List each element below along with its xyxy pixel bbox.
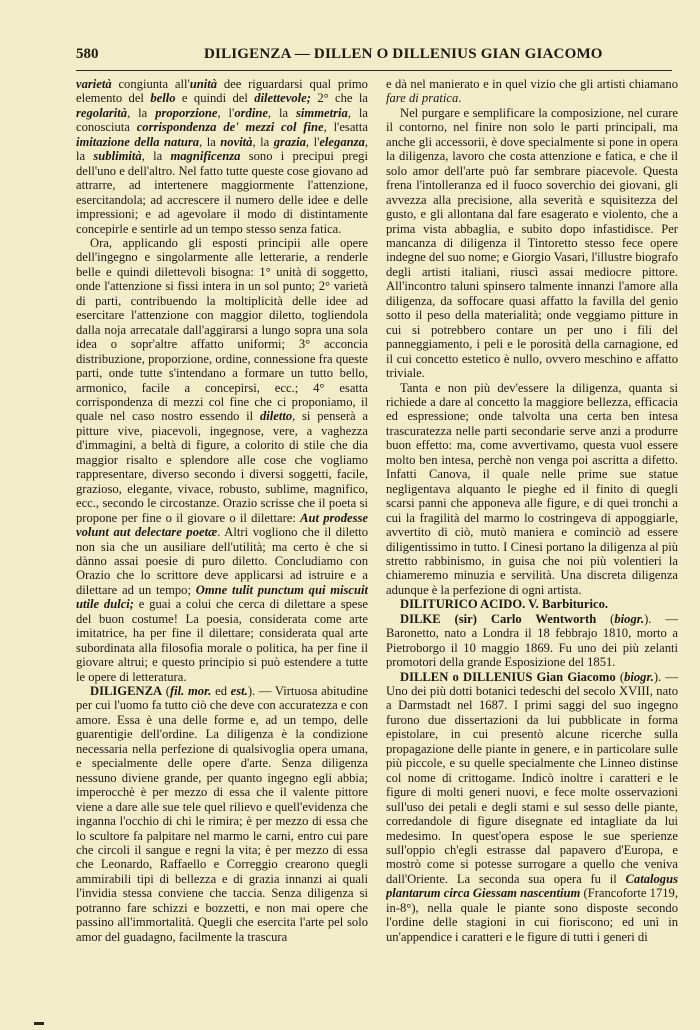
running-title: DILIGENZA — DILLEN O DILLENIUS GIAN GIACOMO — [204, 46, 603, 62]
text-run: Tanta e non più dev'essere la diligenza, quanta si richiede a dare al concetto la maggiore bellezza, efficacia ed espressione; onde talvolta una certa ben intesa trascuratezza nelle parti secondarie serve anzi a produrre buon effetto: ma, come avvertivamo, questa vuol essere molto ben intesa, perchè non venga poi ascritta a difetto. Infatti Canova, il quale nelle prime sue statue negligentava alquanto le pieghe ed il finito di quegli scarsi panni che apponeva alle figure, e di quei tronchi a cui la fragilità del marmo lo costringeva di appoggiarle, avvertito di ciò, mutò maniera e cominciò ad essere diligentissimo in tutto. I Cinesi portano la diligenza al più stretto rabbinismo, in guisa che noi più volentieri la chiameremo minuzia e servilità. Una discreta diligenza adunque è la perfezione di ogni artista. — [386, 380, 678, 597]
text-run: , la — [141, 149, 171, 164]
emphasis-text: imitazione della natura — [76, 134, 200, 149]
emphasis-text: fare di pratica — [386, 91, 459, 106]
text-run: , la — [267, 105, 297, 120]
text-run: ( — [162, 684, 170, 699]
emphasis-text: simmetria — [296, 105, 348, 120]
text-run: ( — [596, 611, 615, 626]
text-run: ). — Virtuosa abitudine per cui l'uomo fa tutto ciò che deve con accuratezza e con amore. Essa è una delle forme e, ad un tempo, delle guarentigie dell'ordine. La diligenza è la condizione necessaria nella perfezione di qualsivoglia opera umana, e specialmente delle opere d'arte. Senza diligenza nessuno diviene grande, per quanto ingegno egli abbia; imperocchè è per mezzo di essa che il valente pittore viene a dare alle sue tele quel rilievo e quell'evidenza che inganna l'occhio di chi le rimira; è per mezzo di essa che lo scultore fa palpitare nel marmo le carni, entro cui pare che circoli il sangue e regni la vita; è per mezzo di essa che Leonardo, Raffaello e Correggio crearono quegli ammirabili tipi di bellezza e di grazia innanzi ai quali l'invidia stessa conviene che taccia. Senza diligenza si potranno fare schizzi e bozzetti, e non mai opere che passino all'immortalità. Quegli che esercita l'arte pel solo amor del guadagno, facilmente la trascura — [76, 684, 368, 944]
emphasis-text: bello — [150, 91, 176, 106]
text-run: , si penserà a pitture vive, piacevoli, ingegnose, vere, a vaghezza d'immagini, a beltà di figure, a colorito di stile che dia maggior risalto e splendore alle cose che vogliamo rappresentare, diverso secondo i diversi soggetti, facile, grazioso, elegante, vivace, robusto, sublime, magnifico, ecc., secondo le circostanze. Orazio scrisse che il poeta si propone per fine o il giovare o il dilettare: — [76, 409, 368, 525]
header-rule — [76, 70, 672, 71]
margin-mark — [34, 1022, 44, 1025]
text-run: , l' — [217, 105, 235, 120]
text-run: ). — Uno dei più dotti botanici tedeschi del secolo XVIII, nato a Darmstadt nel 1687. I primi saggi del suo ingegno furono due dissertazioni da lui pubblicate in forma epistolare, in cui presentò alcune ricerche sulla propagazione delle piante in genere, e in particolare sulle più piccole, e su quelle specialmente che Linneo distinse col nome di crittogame. Indicò inoltre i caratteri e le figure di molti generi nuovi, e fece molte osservazioni sull'uso dei petali e degli stami e sul sesso delle piante, corredandole di figure disegnate ed intagliate da lui medesimo. In quest'opera espose le sue sperienze sull'oppio ch'egli estrasse dal papavero d'Europa, e mostrò come si potesse surrogare a quello che veniva dall'Oriente. La seconda sua opera fu il — [386, 669, 678, 886]
text-run: congiunta all' — [111, 77, 190, 91]
text-run: , la — [127, 105, 156, 120]
text-run: , l' — [305, 134, 320, 149]
text-run: . — [458, 91, 462, 106]
emphasis-text: fil. mor. — [169, 684, 212, 699]
emphasis-text: diletto — [259, 409, 293, 424]
paragraph — [386, 106, 678, 381]
entry-dilke — [386, 612, 678, 670]
emphasis-text: Omne tulit punctum qui miscuit utile dulci; — [76, 582, 368, 612]
text-run: . Altri vogliono che il diletto non sia che un ausiliare dell'utilità; ma certo è che si dànno assai poesie di puro diletto. Concludiamo con Orazio che lo scrittore deve applicarsi ad istruire e a dilettare ad un tempo; — [76, 525, 368, 597]
text-run: (Francoforte 1719, in-8°), nella quale le piante sono disposte secondo l'ordine delle stagioni in cui fioriscono; ed unì in un'appendice i caratteri e le figure di tutti i generi di — [386, 886, 678, 944]
emphasis-text: DILKE (sir) Carlo Wentworth — [400, 611, 597, 626]
page-header — [76, 46, 672, 68]
emphasis-text: Catalogus plantarum circa Giessam nascentium — [386, 871, 678, 901]
emphasis-text: unità — [189, 77, 218, 91]
text-run: Nel purgare e semplificare la composizione, nel curare il contorno, nel finire non solo le parti principali, ma anche gli accessorii, è dove specialmente si pone in opera la diligenza, lavoro che costa attenzione e fatica, e che il solo amor dell'arte può far sembrare piacevole. Questa frena l'intolleranza ed il fuoco soverchio dei giovani, gli avvezza alla precisione, alla severità e squisitezza del gusto, e gli allontana dal fare esagerato e violento, che a prima vista abbaglia, e subito dopo infastidisce. Per mancanza di diligenza il Tintoretto stesso fece opere indegne del suo nome; e Giorgio Vasari, l'illustre biografo degli artisti italiani, riuscì assai mediocre pittore. All'incontro taluni spinsero talmente innanzi l'amore alla diligenza, da soffocare quasi affatto la favilla del genio sotto il peso della materialità; onde veggiamo pitture in cui si potrebbero contare un per uno i fili del panneggiamento, i peli e le porosità della carnagione, ed il cui concetto estetico è nullo, ovvero meschino e affatto triviale. — [386, 105, 678, 381]
emphasis-text: magnificenza — [170, 149, 241, 164]
right-column — [386, 77, 678, 1017]
entry-diligenza — [76, 684, 368, 944]
text-run: e quindi del — [175, 91, 255, 106]
entry-dillen — [386, 670, 678, 945]
text-run: , la — [199, 134, 221, 149]
page-number: 580 — [76, 46, 99, 62]
text-run: 2° che la — [310, 91, 368, 106]
emphasis-text: proporzione — [155, 105, 218, 120]
emphasis-text: biogr. — [614, 611, 645, 626]
text-run: ). — Baronetto, nato a Londra il 18 febbrajo 1810, morto a Pietroborgo il 10 maggio 1869. Fu uno dei più zelanti promotori della grande Esposizione del 1851. — [386, 611, 678, 670]
emphasis-text: corrispondenza de' mezzi col fine — [136, 120, 324, 135]
paragraph — [76, 77, 368, 236]
text-run: ( — [615, 669, 625, 684]
emphasis-text: grazia — [273, 134, 306, 149]
emphasis-text: est. — [230, 684, 248, 699]
emphasis-text: sublimità — [93, 149, 142, 164]
text-run: e dà nel manierato e in quel vizio che gli artisti chiamano — [386, 77, 678, 91]
text-run: , la conosciuta — [76, 105, 368, 135]
emphasis-text: DILITURICO ACIDO. V. Barbiturico. — [400, 597, 609, 612]
text-run: sono i precipui pregi dell'uno e dell'altro. Nel fatto tutte queste cose giovano ad attrarre, ad intertenere maggiormente l'attenzione, esercitandola; ad accrescere il numero delle idee e delle impressioni; e ad agevolare il modo di distintamente concepirle e sentirle ad un tempo stesso senza fatica. — [76, 149, 368, 236]
emphasis-text: eleganza — [319, 134, 365, 149]
text-run: , l'esatta — [323, 120, 368, 135]
emphasis-text: DILLEN o DILLENIUS Gian Giacomo — [400, 669, 616, 684]
emphasis-text: DILIGENZA — [90, 684, 163, 699]
emphasis-text: varietà — [76, 77, 112, 91]
emphasis-text: Aut prodesse volunt aut delectare poetæ — [76, 510, 368, 540]
emphasis-text: regolarità — [76, 105, 128, 120]
text-run: , la — [252, 134, 274, 149]
left-column — [76, 77, 368, 1017]
text-run: dee riguardarsi qual primo elemento del — [76, 77, 368, 106]
text-run: , la — [76, 134, 368, 164]
emphasis-text: ordine — [234, 105, 268, 120]
entry-dilitrurico-acido — [386, 597, 678, 611]
text-run: ed — [211, 684, 231, 699]
text-run: Ora, applicando gli esposti principii alle opere dell'ingegno e singolarmente alle letterarie, a renderle belle e quindi dilettevoli bisogna: 1° unità di soggetto, onde l'attenzione si fissi intera in un sol punto; 2° varietà di parti, contribuendo la moltiplicità delle idee ad esercitare l'attenzione con maggior diletto, togliendola dalla noja arrecatale dall'aggirarsi a lungo sopra una sola idea o sopr'altre affatto uniformi; 3° acconcia distribuzione, proporzione, ordine, connessione fra queste parti, onde tutte s'intendano a formare un tutto bello, armonico, facile a concepirsi, ecc.; 4° esatta corrispondenza di mezzi col fine che ci proponiamo, il quale nel caso nostro essendo il — [76, 235, 368, 424]
paragraph — [76, 236, 368, 684]
paragraph — [386, 381, 678, 598]
paragraph — [386, 77, 678, 106]
text-run: e guai a colui che cerca di dilettare a spese del buon costume! La poesia, considerata come arte imitatrice, ha per fine il dilettare; considerata qual arte subordinata alla filosofia morale o politica, ha per fine il giovare altrui; e questo principio si può estendere a tutte le opere di letteratura. — [76, 597, 368, 684]
emphasis-text: biogr. — [624, 669, 654, 684]
emphasis-text: dilettevole; — [254, 91, 311, 106]
emphasis-text: novità — [220, 134, 253, 149]
